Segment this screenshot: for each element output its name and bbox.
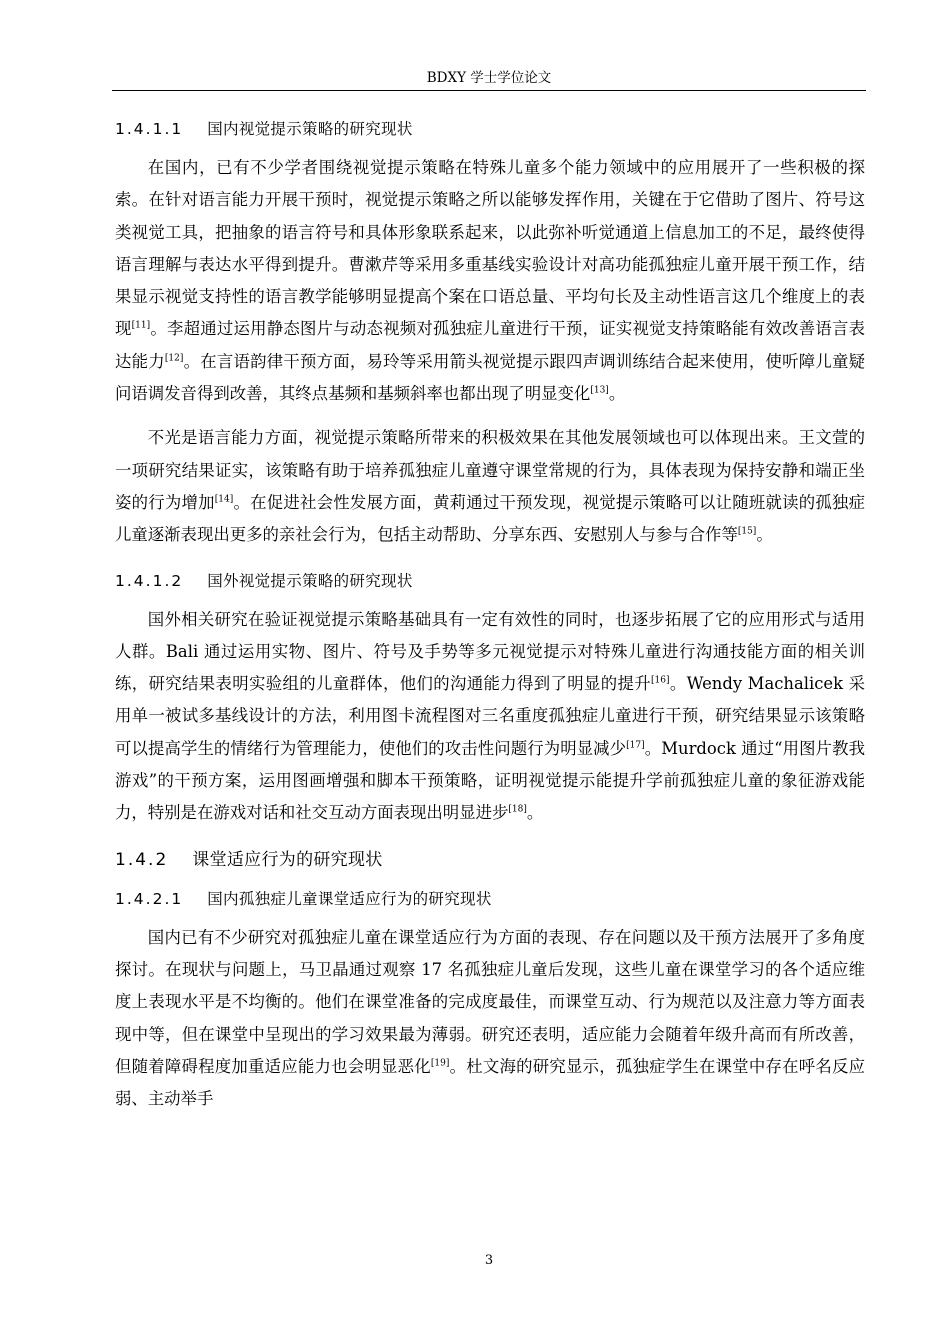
- paragraph-text: 。李超通过运用静态图片与动态视频对孤独症儿童进行干预，证实视觉支持策略能有效改善语言表达能力: [115, 319, 866, 371]
- paragraph-text: 。杜文海的研究显示，孤独症学生在课堂中存在呼名反应弱、主动举手: [115, 1056, 866, 1109]
- section-number: 1.4.2: [115, 849, 169, 870]
- section-heading: [115, 118, 865, 140]
- citation: [18]: [508, 804, 527, 815]
- section-title: 国内孤独症儿童课堂适应行为的研究现状: [207, 889, 492, 908]
- section-heading: [115, 848, 865, 872]
- header-rule: [112, 90, 866, 91]
- paragraph: [115, 152, 865, 410]
- paragraph-text: 。在促进社会性发展方面，黄莉通过干预发现，视觉提示策略可以让随班就读的孤独症儿童逐渐表现出更多的亲社会行为，包括主动帮助、分享东西、安慰别人与参与合作等: [115, 492, 866, 545]
- paragraph: [115, 604, 865, 830]
- paragraph-text: 国内已有不少研究对孤独症儿童在课堂适应行为方面的表现、存在问题以及干预方法展开了多角度探讨。在现状与问题上，马卫晶通过观察 17 名孤独症儿童后发现，这些儿童在课堂学习的各个适应维度上表现水平是不均衡的。他们在课堂准备的完成度最佳，而课堂互动、行为规范以及注意力等方面表现中等，但在课堂中呈现出的学习效果最为薄弱。研究还表明，适应能力会随着年级升高而有所改善，但随着障碍程度加重适应能力也会明显恶化: [115, 927, 865, 1076]
- section-number: 1.4.2.1: [115, 889, 184, 908]
- citation: [13]: [590, 385, 609, 396]
- citation: [16]: [651, 675, 670, 686]
- section-number: 1.4.1.1: [115, 120, 184, 138]
- paragraph: [115, 922, 865, 1116]
- section-heading: [115, 888, 865, 910]
- section-heading: [115, 570, 865, 592]
- section-title: 课堂适应行为的研究现状: [192, 849, 383, 870]
- paragraph-text: 。Wendy Machalicek 采用单一被试多基线设计的方法，利用图卡流程图对三名重度孤独症儿童进行干预，研究结果显示该策略可以提高学生的情绪行为管理能力，使他们的攻击性问题行为明显减少: [115, 674, 865, 758]
- body-content: [115, 118, 865, 1127]
- page-number: 3: [484, 1253, 494, 1268]
- citation: [12]: [164, 353, 184, 364]
- paragraph-text: 国外相关研究在验证视觉提示策略基础具有一定有效性的同时，也逐步拓展了它的应用形式与适用人群。Bali 通过运用实物、图片、符号及手势等多元视觉提示对特殊儿童进行沟通技能方面的相关训练，研究结果表明实验组的儿童群体，他们的沟通能力得到了明显的提升: [115, 609, 865, 694]
- paragraph-text: 不光是语言能力方面，视觉提示策略所带来的积极效果在其他发展领域也可以体现出来。王文萱的一项研究结果证实，该策略有助于培养孤独症儿童遵守课堂常规的行为，具体表现为保持安静和端正坐姿的行为增加: [115, 428, 865, 512]
- section-title: 国内视觉提示策略的研究现状: [207, 120, 413, 138]
- paragraph-text: 。: [608, 384, 626, 404]
- citation: [11]: [131, 320, 151, 331]
- paragraph-text: 。Murdock 通过“用图片教我游戏”的干预方案，运用图画增强和脚本干预策略，证明视觉提示能提升学前孤独症儿童的象征游戏能力，特别是在游戏对话和社交互动方面表现出明显进步: [115, 738, 865, 823]
- citation: [19]: [430, 1058, 450, 1069]
- section-title: 国外视觉提示策略的研究现状: [207, 571, 413, 590]
- paragraph-text: 。: [756, 525, 773, 545]
- running-header: BDXY 学士学位论文: [426, 70, 552, 86]
- paragraph: [115, 422, 865, 551]
- paragraph-text: 。在言语韵律干预方面，易玲等采用箭头视觉提示跟四声调训练结合起来使用，使听障儿童疑问语调发音得到改善，其终点基频和基频斜率也都出现了明显变化: [115, 351, 866, 404]
- paragraph-text: 。: [526, 803, 544, 823]
- paragraph-text: 在国内，已有不少学者围绕视觉提示策略在特殊儿童多个能力领域中的应用展开了一些积极的探索。在针对语言能力开展干预时，视觉提示策略之所以能够发挥作用，关键在于它借助了图片、符号这类视觉工具，把抽象的语言符号和具体形象联系起来，以此弥补听觉通道上信息加工的不足，最终使得语言理解与表达水平得到提升。曹漱芹等采用多重基线实验设计对高功能孤独症儿童开展干预工作，结果显示视觉支持性的语言教学能够明显提高个案在口语总量、平均句长及主动性语言这几个维度上的表现: [115, 158, 865, 339]
- citation: [14]: [214, 494, 234, 505]
- section-number: 1.4.1.2: [115, 571, 184, 590]
- citation: [15]: [737, 526, 757, 537]
- citation: [17]: [626, 740, 645, 750]
